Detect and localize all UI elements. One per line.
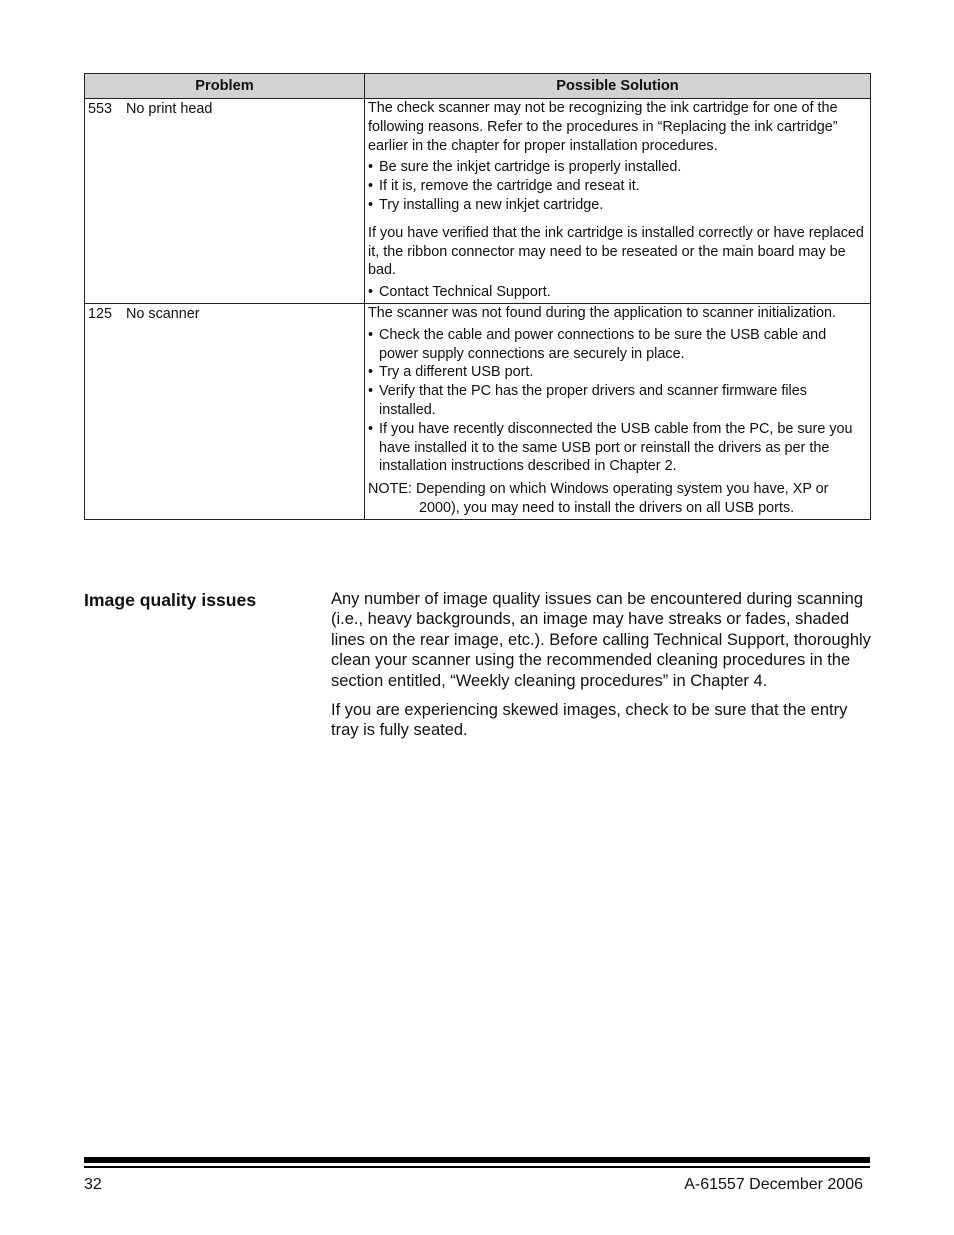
solution-cell [365, 99, 871, 304]
solution-cell [365, 303, 871, 519]
section-paragraph: If you are experiencing skewed images, check to be sure that the entry tray is fully seated. [331, 701, 848, 740]
problem-cell [85, 99, 365, 304]
table-header-row [85, 74, 871, 99]
solution-intro: The check scanner may not be recognizing the ink cartridge for one of the following reasons. Refer to the procedures in “Replacing the ink cartridge” earlier in the chapter for proper installation procedures. [368, 100, 838, 154]
section-body [331, 589, 876, 750]
section-paragraph: Any number of image quality issues can be encountered during scanning (i.e., heavy backgrounds, an image may have streaks or fades, shaded lines on the rear image, etc.). Before calling Technical Support, thoroughly clean your scanner using the recommended cleaning procedures in the section entitled, “Weekly cleaning procedures” in Chapter 4. [331, 590, 871, 690]
problem-cell [85, 303, 365, 519]
solution-note: NOTE: Depending on which Windows operating system you have, XP or 2000), you may need to install the drivers on all USB ports. [368, 481, 829, 516]
solution-step: • Try a different USB port. [368, 363, 866, 382]
solution-step: • Check the cable and power connections to be sure the USB cable and power supply connections are securely in place. [368, 326, 866, 364]
solution-followup: If you have verified that the ink cartridge is installed correctly or have replaced it, the ribbon connector may need to be reseated or the main board may be bad. [368, 224, 864, 279]
table-row [85, 303, 871, 519]
troubleshooting-table [84, 73, 871, 520]
problem-column-header: Problem [85, 74, 365, 99]
solution-steps [368, 326, 866, 476]
problem-text: No scanner [126, 305, 200, 322]
solution-step: • Verify that the PC has the proper drivers and scanner firmware files installed. [368, 382, 866, 420]
solution-column-header: Possible Solution [365, 74, 871, 99]
solution-intro: The scanner was not found during the application to scanner initialization. [368, 304, 836, 321]
solution-step: • Contact Technical Support. [368, 283, 866, 302]
solution-step: • If it is, remove the cartridge and reseat it. [368, 177, 866, 196]
footer-rule [84, 1157, 870, 1163]
error-code: 125 [88, 305, 113, 322]
problem-text: No print head [126, 101, 213, 117]
followup-steps [368, 283, 866, 302]
solution-step: • Be sure the inkjet cartridge is properly installed. [368, 158, 866, 177]
solution-steps [368, 158, 866, 214]
page-number: 32 [84, 1176, 102, 1193]
table-row [85, 99, 871, 304]
error-code: 553 [88, 101, 113, 117]
solution-step: • Try installing a new inkjet cartridge. [368, 196, 866, 215]
solution-step: • If you have recently disconnected the USB cable from the PC, be sure you have installed it to the same USB port or reinstall the drivers as per the installation instructions described in Chapter 2. [368, 420, 866, 476]
footer-rule-thin [84, 1166, 870, 1168]
document-id: A-61557 December 2006 [684, 1176, 863, 1193]
section-heading: Image quality issues [84, 590, 257, 610]
